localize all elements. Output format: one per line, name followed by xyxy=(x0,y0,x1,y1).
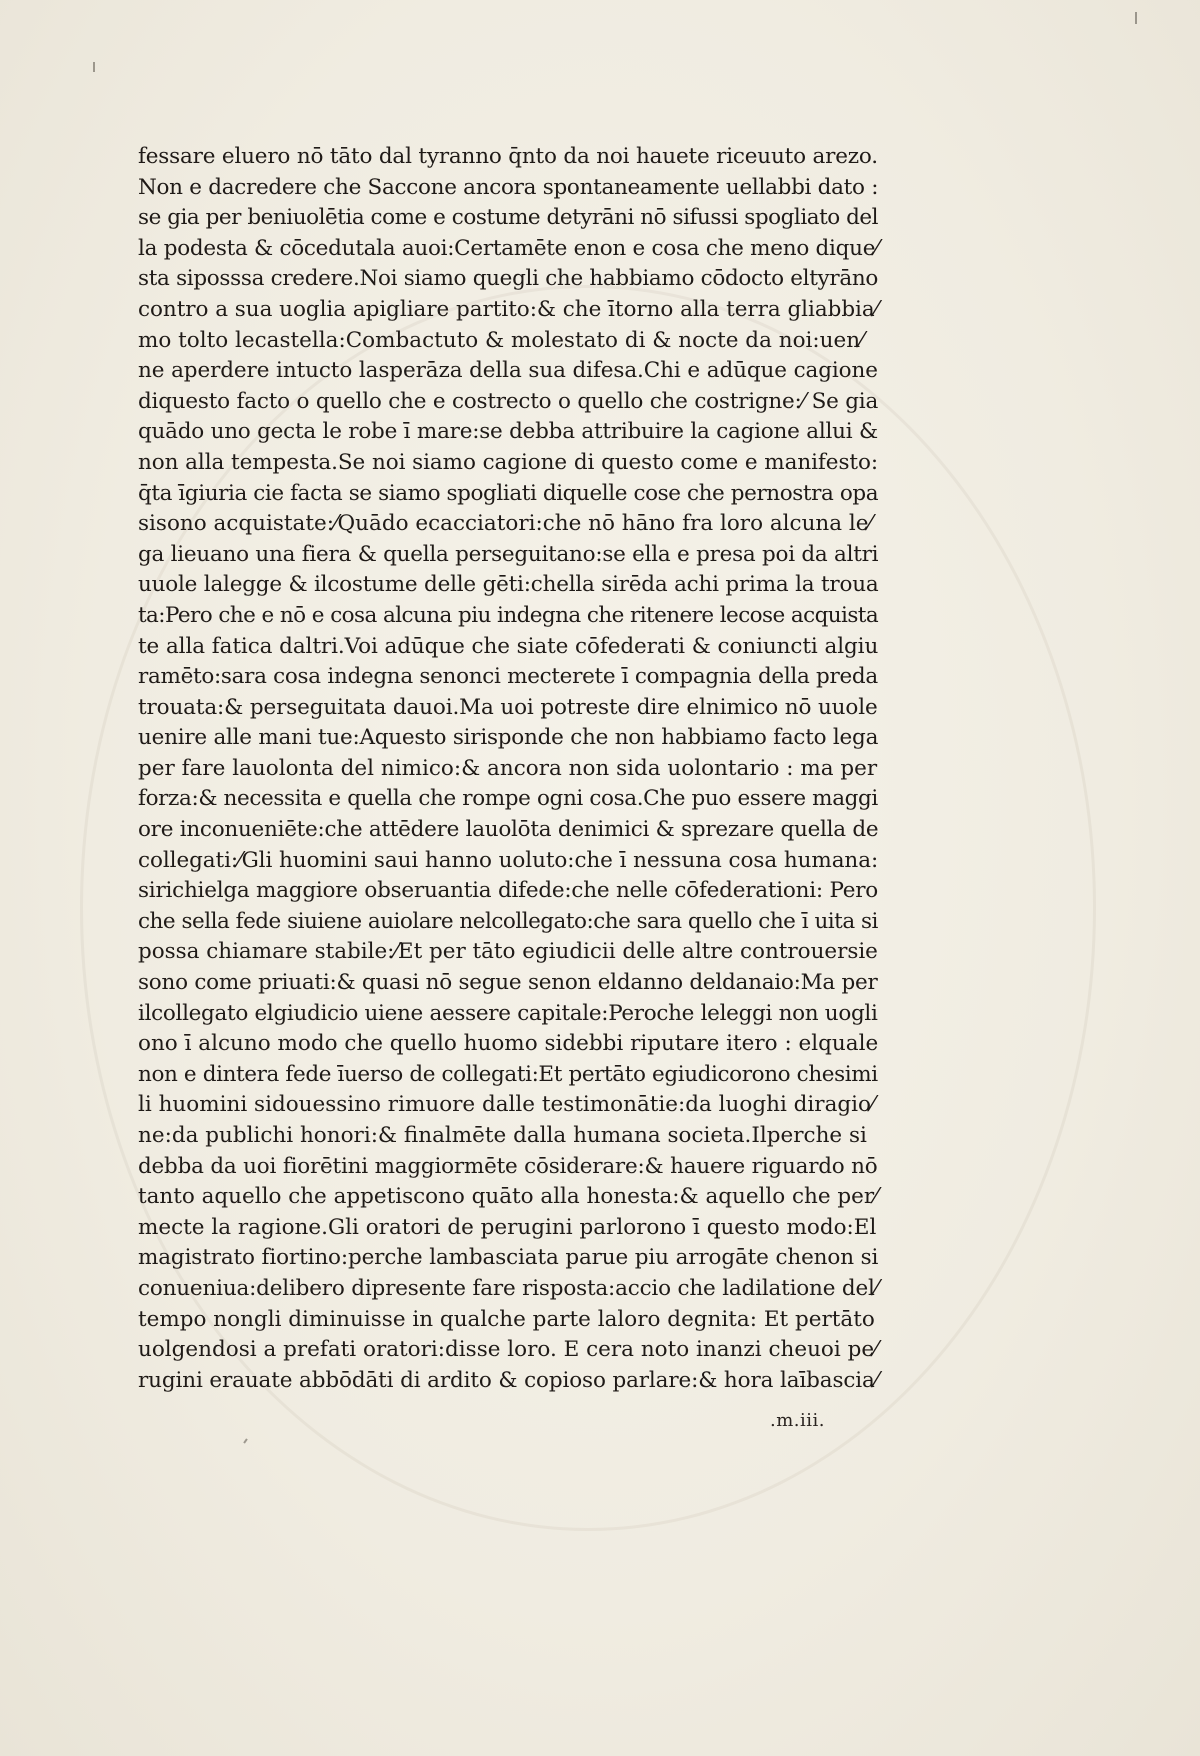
text-line: mo tolto lecastella:Combactuto & molestato di & nocte da noi:uen⁄ xyxy=(138,327,864,353)
text-line: ta:Pero che e nō e cosa alcuna piu indegna che ritenere lecose acquista xyxy=(138,602,879,628)
text-line: li huomini sidouessino rimuore dalle testimonātie:da luoghi diragio⁄ xyxy=(138,1092,875,1118)
edge-mark xyxy=(243,1438,248,1443)
text-line: ga lieuano una fiera & quella perseguitano:se ella e presa poi da altri xyxy=(138,541,879,567)
edge-mark xyxy=(1135,12,1137,24)
text-line: uuole lalegge & ilcostume delle gēti:chella sirēda achi prima la troua xyxy=(138,572,879,598)
text-line: fessare eluero nō tāto dal tyranno q̄nto da noi hauete riceuuto arezo. xyxy=(138,144,878,169)
text-line: diquesto facto o quello che e costrecto o quello che costrigne:⁄ Se gia xyxy=(138,388,879,414)
text-line: tempo nongli diminuisse in qualche parte laloro degnita: Et pertāto xyxy=(138,1306,875,1332)
text-line: quādo uno gecta le robe ī mare:se debba attribuire la cagione allui & xyxy=(138,419,878,445)
text-line: la podesta & cōcedutala auoi:Certamēte enon e cosa che meno dique⁄ xyxy=(138,235,879,261)
text-line: ne aperdere intucto lasperāza della sua difesa.Chi e adūque cagione xyxy=(138,358,878,384)
text-line: mecte la ragione.Gli oratori de perugini parlorono ī questo modo:El xyxy=(138,1214,877,1240)
text-line: rugini erauate abbōdāti di ardito & copioso parlare:& hora laībascia⁄ xyxy=(138,1367,879,1393)
text-line: ne:da publichi honori:& finalmēte dalla humana societa.Ilperche si xyxy=(138,1123,867,1148)
text-line: possa chiamare stabile:⁄Et per tāto egiudicii delle altre controuersie xyxy=(138,939,878,965)
text-line: se gia per beniuolētia come e costume detyrāni nō sifussi spogliato del xyxy=(138,205,879,231)
text-line: conueniua:delibero dipresente fare risposta:accio che ladilatione del⁄ xyxy=(138,1275,879,1301)
text-line: collegati:⁄Gli huomini saui hanno uoluto:che ī nessuna cosa humana: xyxy=(138,847,879,873)
text-line: non e dintera fede īuerso de collegati:Et pertāto egiudicorono chesimi xyxy=(138,1061,878,1087)
text-line: forza:& necessita e quella che rompe ogni cosa.Che puo essere maggi xyxy=(138,786,878,812)
text-line: trouata:& perseguitata dauoi.Ma uoi potreste dire elnimico nō uuole xyxy=(138,694,878,720)
text-line: sirichielga maggiore obseruantia difede:che nelle cōfederationi: Pero xyxy=(138,878,878,904)
text-line: non alla tempesta.Se noi siamo cagione di questo come e manifesto: xyxy=(138,449,879,475)
text-line: uenire alle mani tue:Aquesto sirisponde che non habbiamo facto lega xyxy=(138,725,879,751)
text-line: ono ī alcuno modo che quello huomo sidebbi riputare itero : elquale xyxy=(138,1031,879,1057)
body-text xyxy=(138,142,878,1396)
text-line: che sella fede siuiene auiolare nelcollegato:che sara quello che ī uita si xyxy=(138,908,878,934)
text-line: q̄ta īgiuria cie facta se siamo spogliati diquelle cose che pernostra opa xyxy=(138,480,879,506)
text-line: per fare lauolonta del nimico:& ancora non sida uolontario : ma per xyxy=(138,755,878,781)
text-line: debba da uoi fiorētini maggiormēte cōsiderare:& hauere riguardo nō xyxy=(138,1153,878,1179)
text-line: sono come priuati:& quasi nō segue senon eldanno deldanaio:Ma per xyxy=(138,970,878,996)
edge-mark xyxy=(93,62,95,72)
text-line: ramēto:sara cosa indegna senonci mecterete ī compagnia della preda xyxy=(138,664,878,690)
text-line: te alla fatica daltri.Voi adūque che siate cōfederati & coniuncti algiu xyxy=(138,633,879,659)
text-line: ilcollegato elgiudicio uiene aessere capitale:Peroche leleggi non uogli xyxy=(138,1000,878,1026)
text-line: tanto aquello che appetiscono quāto alla honesta:& aquello che per⁄ xyxy=(138,1184,878,1210)
signature-mark: .m.iii. xyxy=(770,1410,826,1431)
text-line: contro a sua uoglia apigliare partito:& che ītorno alla terra gliabbia⁄ xyxy=(138,296,879,322)
text-line: ore inconueniēte:che attēdere lauolōta denimici & sprezare quella de xyxy=(138,817,879,843)
text-line: sisono acquistate:⁄Quādo ecacciatori:che nō hāno fra loro alcuna le⁄ xyxy=(138,511,873,537)
text-line: sta siposssa credere.Noi siamo quegli che habbiamo cōdocto eltyrāno xyxy=(138,266,879,292)
text-line: magistrato fiortino:perche lambasciata parue piu arrogāte chenon si xyxy=(138,1245,879,1271)
text-line: Non e dacredere che Saccone ancora spontaneamente uellabbi dato : xyxy=(138,174,879,200)
text-line: uolgendosi a prefati oratori:disse loro. E cera noto inanzi cheuoi pe⁄ xyxy=(138,1337,878,1363)
